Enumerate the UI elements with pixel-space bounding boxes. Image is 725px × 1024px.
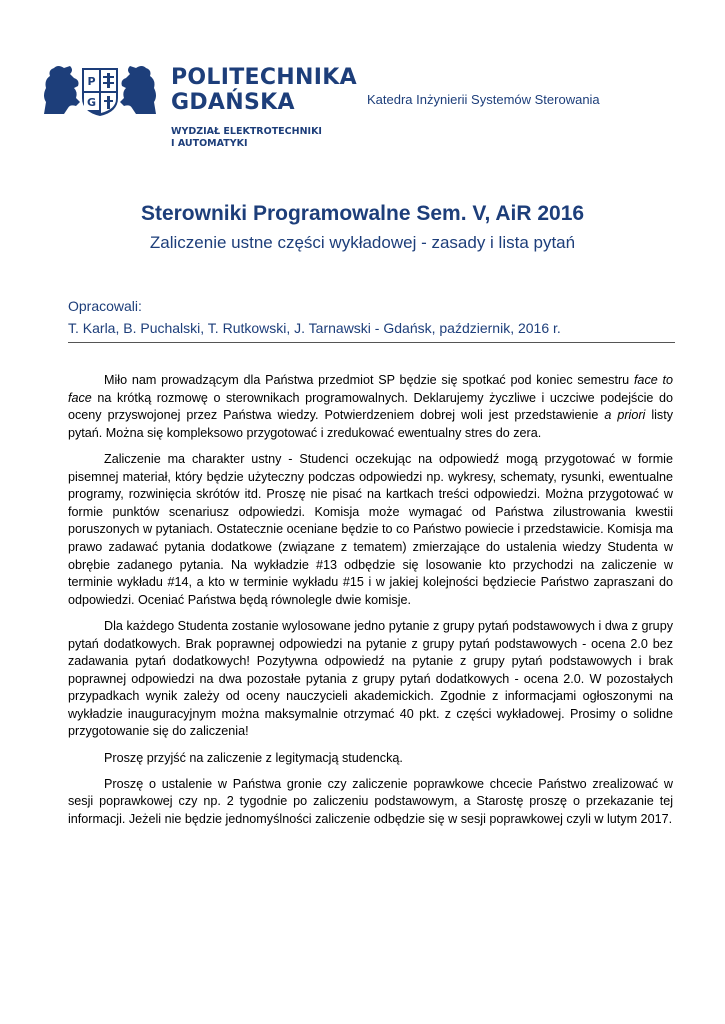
paragraph-intro-italic-1: face to face	[68, 373, 674, 405]
header-divider	[68, 342, 675, 343]
paragraph-intro-text-1: Miło nam prowadzącym dla Państwa przedmiot SP będzie się spotkać pod koniec semestru	[104, 373, 634, 387]
university-name-line2: GDAŃSKA	[171, 90, 295, 115]
authors-label: Opracowali:	[68, 298, 142, 314]
document-subtitle: Zaliczenie ustne części wykładowej - zasady i lista pytań	[149, 233, 576, 252]
paragraph-intro	[68, 372, 673, 442]
paragraph-retake: Proszę o ustalenie w Państwa gronie czy zaliczenie poprawkowe chcecie Państwo zrealizować w sesji poprawkowej czy np. 2 tygodnie po zaliczeniu podstawowym, a Starostę proszę o przekazanie tej informacji. Jeżeli nie będzie jednomyślności zaliczenie odbędzie się w sesji poprawkowej czyli w lutym 2017.	[68, 776, 673, 827]
department-name: Katedra Inżynierii Systemów Sterowania	[367, 92, 600, 107]
logo-letter-p: P	[87, 75, 96, 88]
document-title: Sterowniki Programowalne Sem. V, AiR 2016	[140, 202, 585, 225]
letterhead	[0, 0, 725, 150]
logo-letter-g: G	[86, 96, 97, 109]
paragraph-grading: Dla każdego Studenta zostanie wylosowane jedno pytanie z grupy pytań podstawowych i dwa z grupy pytań dodatkowych. Brak poprawnej odpowiedzi na pytanie z grupy pytań podstawowych - ocena 2.0 bez zadawania pytań dodatkowych! Pozytywna odpowiedź na pytanie z grupy pytań podstawowych i brak poprawnej odpowiedzi na dwa pozostałe pytania z grupy pytań dodatkowych - ocena 2.0. W pozostałych przypadkach wynik zależy od oceny nauczycieli akademickich. Zgodnie z informacjami ogłoszonymi na wykładzie inauguracyjnym można maksymalnie otrzymać 40 pkt. z części wykładowej. Prosimy o solidne przygotowanie się do zaliczenia!	[68, 618, 673, 739]
faculty-name-line2: I AUTOMATYKI	[171, 138, 248, 149]
paragraph-intro-italic-2: a priori	[604, 408, 646, 423]
faculty-name-line1: WYDZIAŁ ELEKTROTECHNIKI	[171, 126, 322, 137]
university-name-line1: POLITECHNIKA	[171, 65, 357, 90]
paragraph-student-id: Proszę przyjść na zaliczenie z legitymacją studencką.	[104, 750, 403, 765]
paragraph-intro-text-2: na krótką rozmowę o sterownikach programowalnych. Deklarujemy życzliwe i uczciwe podejście do oceny przyswojonej przez Państwa wiedzy. Potwierdzeniem dobrej woli jest przedstawienie	[68, 390, 673, 423]
document-body	[68, 372, 673, 837]
paragraph-intro-text-3: listy pytań. Można się kompleksowo przygotować i zredukować ewentualny stres do zera.	[68, 408, 674, 440]
authors-line: T. Karla, B. Puchalski, T. Rutkowski, J. Tarnawski - Gdańsk, październik, 2016 r.	[68, 320, 561, 336]
university-name	[171, 65, 357, 115]
university-crest-logo	[40, 62, 160, 118]
faculty-name	[171, 126, 322, 150]
paragraph-exam-format: Zaliczenie ma charakter ustny - Studenci oczekując na odpowiedź mogą przygotować w formie pisemnej materiał, który będzie użyteczny podczas odpowiedzi np. wykresy, schematy, rysunki, ewentualne programy, rozwinięcia skrótów itd. Proszę nie pisać na kartkach treści odpowiedzi. Można przygotować w formie punktów scenariusz odpowiedzi. Komisja może wymagać od Państwa zilustrowania kwestii poruszonych w pytaniach. Ostatecznie oceniane będzie to co Państwo powiecie i przedstawicie. Komisja ma prawo zadawać pytania dodatkowe (związane z tematem) zmierzające do ustalenia wiedzy Studenta w obrębie zadanego pytania. Na wykładzie #13 odbędzie się losowanie kto przychodzi na zaliczenie w terminie wykładu #14, a kto w terminie wykładu #15 i w jakiej kolejności będziecie Państwo zapraszani do odpowiedzi. Oceniać Państwa będą równolegle dwie komisje.	[68, 451, 673, 607]
